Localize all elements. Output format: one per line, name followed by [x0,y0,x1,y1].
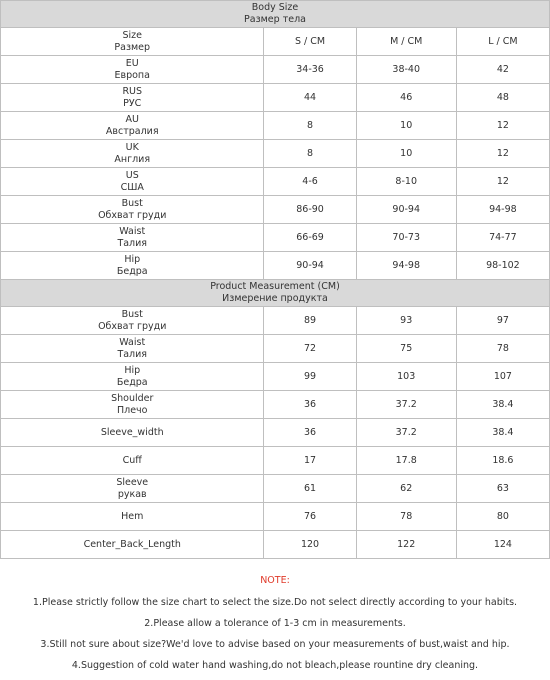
row-label-en: Shoulder [111,392,154,404]
row-label [1,168,264,196]
cell-l: 12 [456,168,549,196]
cell-l: 42 [456,56,549,84]
cell-l: 98-102 [456,252,549,280]
note-title: NOTE: [260,575,290,586]
size-header-label-ru: Размер [114,41,151,53]
cell-s: 36 [264,391,356,419]
row-label-ru: Плечо [116,404,148,416]
size-chart-body [1,1,550,559]
table-row [1,447,550,475]
row-label [1,419,264,447]
cell-l: 63 [456,475,549,503]
cell-s: 89 [264,307,356,335]
row-label-en: AU [125,113,139,125]
body-size-section-header [1,1,550,28]
row-label-ru: Талия [117,237,148,249]
cell-m: 93 [356,307,456,335]
table-row [1,84,550,112]
row-label-ru: Обхват груди [98,320,167,332]
cell-s: 8 [264,140,356,168]
row-label [1,335,264,363]
row-label [1,56,264,84]
cell-m: 78 [356,503,456,531]
row-label [1,224,264,252]
note-line-3: 3.Still not sure about size?We'd love to advise based on your measurements of bust,waist and hip. [40,639,510,650]
row-label-ru: Бедра [116,376,148,388]
row-label-ru: Талия [117,348,148,360]
row-label-en: Hip [124,253,141,265]
size-header-label [1,28,264,56]
row-label [1,475,264,503]
cell-m: 75 [356,335,456,363]
cell-l: 107 [456,363,549,391]
body-size-title [1,1,550,28]
cell-m: 37.2 [356,391,456,419]
cell-m: 46 [356,84,456,112]
cell-s: 99 [264,363,356,391]
size-col-m: M / CM [356,28,456,56]
cell-l: 80 [456,503,549,531]
table-row [1,56,550,84]
row-label-en: Waist [119,336,146,348]
row-label-en: Sleeve_width [100,426,164,438]
cell-s: 76 [264,503,356,531]
table-row [1,224,550,252]
row-label [1,252,264,280]
row-label-en: Hem [121,510,144,522]
cell-l: 18.6 [456,447,549,475]
row-label-en: RUS [122,85,143,97]
row-label [1,447,264,475]
cell-m: 38-40 [356,56,456,84]
cell-l: 97 [456,307,549,335]
row-label-ru: РУС [123,97,142,109]
table-row [1,140,550,168]
cell-s: 44 [264,84,356,112]
cell-m: 17.8 [356,447,456,475]
row-label [1,140,264,168]
note-line-1: 1.Please strictly follow the size chart to select the size.Do not select directly according to your habits. [32,597,518,608]
table-row [1,475,550,503]
body-size-title-en: Body Size [251,2,299,13]
table-row [1,252,550,280]
table-row [1,503,550,531]
cell-l: 12 [456,112,549,140]
cell-l: 12 [456,140,549,168]
table-row [1,112,550,140]
row-label-en: Cuff [122,454,142,466]
row-label-en: Waist [119,225,146,237]
cell-m: 10 [356,112,456,140]
table-row [1,307,550,335]
row-label-ru: рукав [117,488,147,500]
cell-s: 36 [264,419,356,447]
cell-l: 74-77 [456,224,549,252]
body-size-title-ru: Размер тела [244,14,306,25]
row-label [1,363,264,391]
row-label-en: Sleeve [116,476,149,488]
row-label-ru: Австралия [105,125,159,137]
table-row [1,391,550,419]
row-label [1,503,264,531]
row-label-ru: Обхват груди [98,209,167,221]
cell-m: 94-98 [356,252,456,280]
cell-s: 34-36 [264,56,356,84]
row-label-en: Hip [124,364,141,376]
cell-m: 8-10 [356,168,456,196]
cell-s: 17 [264,447,356,475]
table-row [1,335,550,363]
cell-m: 10 [356,140,456,168]
cell-l: 38.4 [456,391,549,419]
row-label-en: US [125,169,139,181]
table-row [1,196,550,224]
product-section-header [1,280,550,307]
row-label-en: UK [125,141,139,153]
cell-m: 103 [356,363,456,391]
product-title [1,280,550,307]
cell-s: 86-90 [264,196,356,224]
row-label [1,196,264,224]
cell-l: 124 [456,531,549,559]
cell-m: 62 [356,475,456,503]
row-label-en: Center_Back_Length [83,538,181,550]
row-label-ru: Европа [114,69,150,81]
cell-s: 4-6 [264,168,356,196]
cell-l: 94-98 [456,196,549,224]
size-col-s: S / CM [264,28,356,56]
note-line-4: 4.Suggestion of cold water hand washing,do not bleach,please rountine dry cleaning. [71,660,479,671]
cell-l: 38.4 [456,419,549,447]
cell-m: 90-94 [356,196,456,224]
row-label [1,307,264,335]
note-line-2: 2.Please allow a tolerance of 1-3 cm in measurements. [144,618,406,629]
table-row [1,363,550,391]
cell-s: 66-69 [264,224,356,252]
product-title-en: Product Measurement (CM) [210,281,340,292]
cell-l: 78 [456,335,549,363]
row-label [1,84,264,112]
cell-m: 122 [356,531,456,559]
table-row [1,168,550,196]
row-label-en: Bust [121,308,143,320]
cell-s: 72 [264,335,356,363]
size-col-l: L / CM [456,28,549,56]
row-label-en: EU [125,57,139,69]
cell-m: 70-73 [356,224,456,252]
cell-s: 90-94 [264,252,356,280]
table-row [1,419,550,447]
row-label [1,112,264,140]
row-label-ru: Бедра [116,265,148,277]
row-label [1,391,264,419]
row-label [1,531,264,559]
cell-m: 37.2 [356,419,456,447]
product-title-ru: Измерение продукта [222,293,328,304]
cell-s: 61 [264,475,356,503]
row-label-en: Bust [121,197,143,209]
size-header-label-en: Size [122,29,142,41]
cell-s: 120 [264,531,356,559]
size-header-row [1,28,550,56]
row-label-ru: США [120,181,144,193]
row-label-ru: Англия [114,153,151,165]
table-row [1,531,550,559]
cell-l: 48 [456,84,549,112]
cell-s: 8 [264,112,356,140]
